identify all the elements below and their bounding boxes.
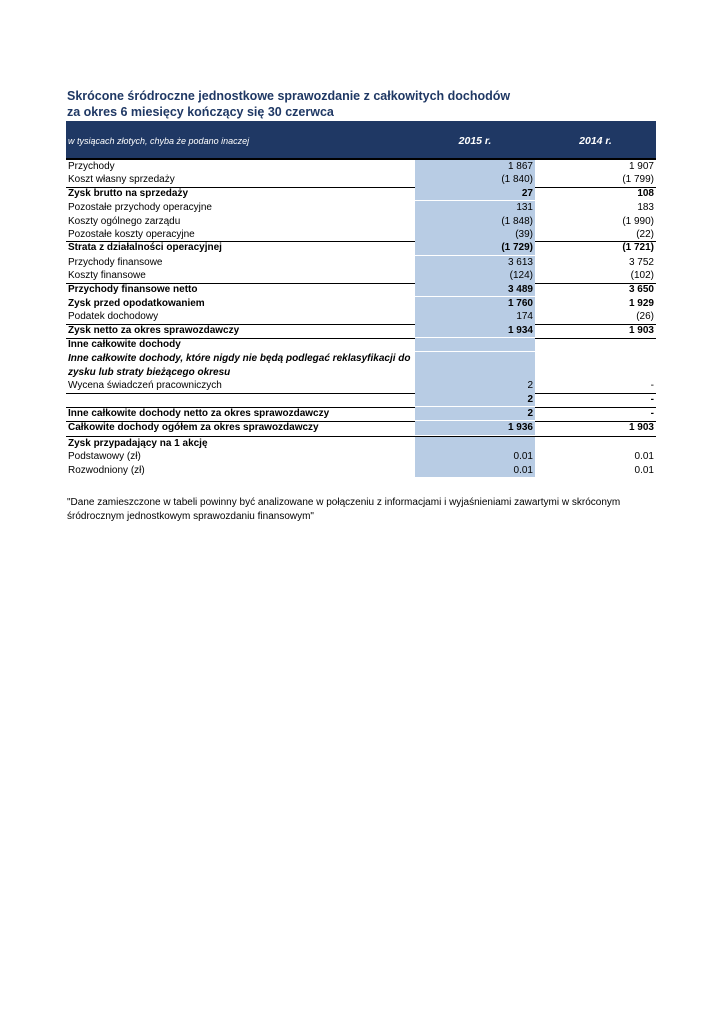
value-2015: 27: [415, 187, 535, 200]
statement-title: [67, 88, 667, 120]
value-2015: 2: [415, 379, 535, 392]
column-header-2014: 2014 r.: [579, 135, 612, 147]
value-2014: -: [650, 393, 654, 405]
table-row: [66, 338, 656, 352]
value-2014: 1 903: [628, 422, 654, 434]
value-2014: (26): [636, 311, 654, 323]
row-label: Koszt własny sprzedaży: [68, 174, 175, 186]
row-label: Koszty ogólnego zarządu: [68, 215, 181, 227]
table-row: [66, 352, 656, 365]
table-row: [66, 215, 656, 228]
value-2015: (39): [415, 228, 535, 241]
value-2015: 0.01: [415, 450, 535, 463]
value-2014: 3 650: [628, 283, 654, 295]
row-label: Wycena świadczeń pracowniczych: [68, 380, 222, 392]
value-2014: 183: [637, 202, 654, 214]
table-row: [66, 464, 656, 477]
row-label: Inne całkowite dochody, które nigdy nie będą podlegać reklasyfikacji do: [68, 353, 411, 365]
value-2014: 1 907: [628, 161, 654, 172]
table-row: [66, 437, 656, 450]
value-2014: (102): [630, 270, 654, 282]
table-row: [66, 366, 656, 379]
value-2015: 0.01: [415, 464, 535, 477]
value-2014: (1 721): [622, 242, 654, 254]
value-2014: 1 903: [628, 324, 654, 336]
row-label: Inne całkowite dochody netto za okres sprawozdawczy: [68, 408, 330, 420]
row-label: Rozwodniony (zł): [68, 464, 145, 476]
value-2015: 2: [415, 407, 535, 420]
row-label: Koszty finansowe: [68, 270, 146, 282]
unit-note: w tysiącach złotych, chyba że podano inaczej: [68, 136, 250, 146]
table-row: [66, 324, 656, 338]
footnote: "Dane zamieszczone w tabeli powinny być analizowane w połączeniu z informacjami i wyjaśnieniami zawartymi w skróconym śródrocznym jednostkowym sprawozdaniu finansowym": [67, 497, 621, 522]
table-row: [66, 173, 656, 186]
value-2015: 1 936: [415, 421, 535, 434]
row-label: Przychody finansowe netto: [68, 283, 198, 295]
row-label: Zysk netto za okres sprawozdawczy: [68, 324, 240, 336]
row-label: Podstawowy (zł): [68, 451, 141, 463]
value-2014: (22): [636, 228, 654, 240]
table-header: [66, 121, 656, 160]
value-2014: 1 929: [628, 297, 654, 309]
table-row: [66, 241, 656, 255]
column-header-2015: 2015 r.: [458, 135, 492, 147]
value-2014: [535, 366, 656, 379]
value-2015: (124): [415, 269, 535, 282]
value-2015: [415, 338, 535, 351]
row-label: zysku lub straty bieżącego okresu: [68, 366, 231, 378]
income-statement-table: [66, 121, 656, 477]
title-line-1: Skrócone śródroczne jednostkowe sprawozdanie z całkowitych dochodów: [67, 89, 511, 103]
value-2015: 3 613: [415, 256, 535, 269]
table-row: [66, 310, 656, 323]
value-2015: (1 840): [415, 173, 535, 186]
table-row: [66, 201, 656, 214]
table-row: [66, 256, 656, 269]
row-label: Przychody finansowe: [68, 256, 163, 268]
value-2015: [415, 437, 535, 450]
title-line-2: za okres 6 miesięcy kończący się 30 czerwca: [67, 105, 334, 119]
row-label: Inne całkowite dochody: [68, 339, 181, 351]
table-row: [66, 297, 656, 310]
table-row: [66, 407, 656, 421]
table-row: [66, 283, 656, 297]
value-2014: [535, 437, 656, 450]
value-2014: [535, 338, 656, 351]
table-row: [66, 269, 656, 282]
table-row: [66, 450, 656, 463]
value-2015: 131: [415, 201, 535, 214]
value-2015: (1 729): [415, 241, 535, 254]
table-row: [66, 393, 656, 407]
row-label: Zysk przed opodatkowaniem: [68, 297, 205, 309]
row-label: Zysk brutto na sprzedaży: [68, 187, 189, 199]
row-label: Całkowite dochody ogółem za okres sprawozdawczy: [68, 422, 319, 434]
table-row: [66, 379, 656, 392]
value-2015: 3 489: [415, 283, 535, 296]
row-label: Podatek dochodowy: [68, 311, 159, 323]
row-label: Przychody: [68, 161, 115, 172]
table-row: [66, 421, 656, 436]
value-2015: 1 867: [415, 160, 535, 173]
table-row: [66, 160, 656, 173]
value-2015: (1 848): [415, 215, 535, 228]
table-row: [66, 228, 656, 241]
table-row: [66, 187, 656, 201]
value-2015: [415, 352, 535, 365]
value-2014: -: [650, 380, 654, 392]
value-2014: 0.01: [634, 451, 654, 463]
value-2014: 0.01: [634, 464, 654, 476]
value-2014: 108: [637, 187, 654, 199]
row-label: Zysk przypadający na 1 akcję: [68, 437, 208, 449]
value-2015: 2: [415, 393, 535, 406]
value-2014: 3 752: [628, 256, 654, 268]
row-label: Strata z działalności operacyjnej: [68, 242, 222, 254]
value-2014: (1 990): [622, 215, 654, 227]
value-2014: -: [650, 408, 654, 420]
value-2015: [415, 366, 535, 379]
value-2015: 174: [415, 310, 535, 323]
row-label: Pozostałe koszty operacyjne: [68, 228, 195, 240]
value-2015: 1 934: [415, 324, 535, 337]
value-2015: 1 760: [415, 297, 535, 310]
row-label: Pozostałe przychody operacyjne: [68, 202, 212, 214]
value-2014: (1 799): [622, 174, 654, 186]
value-2014: [535, 352, 656, 365]
